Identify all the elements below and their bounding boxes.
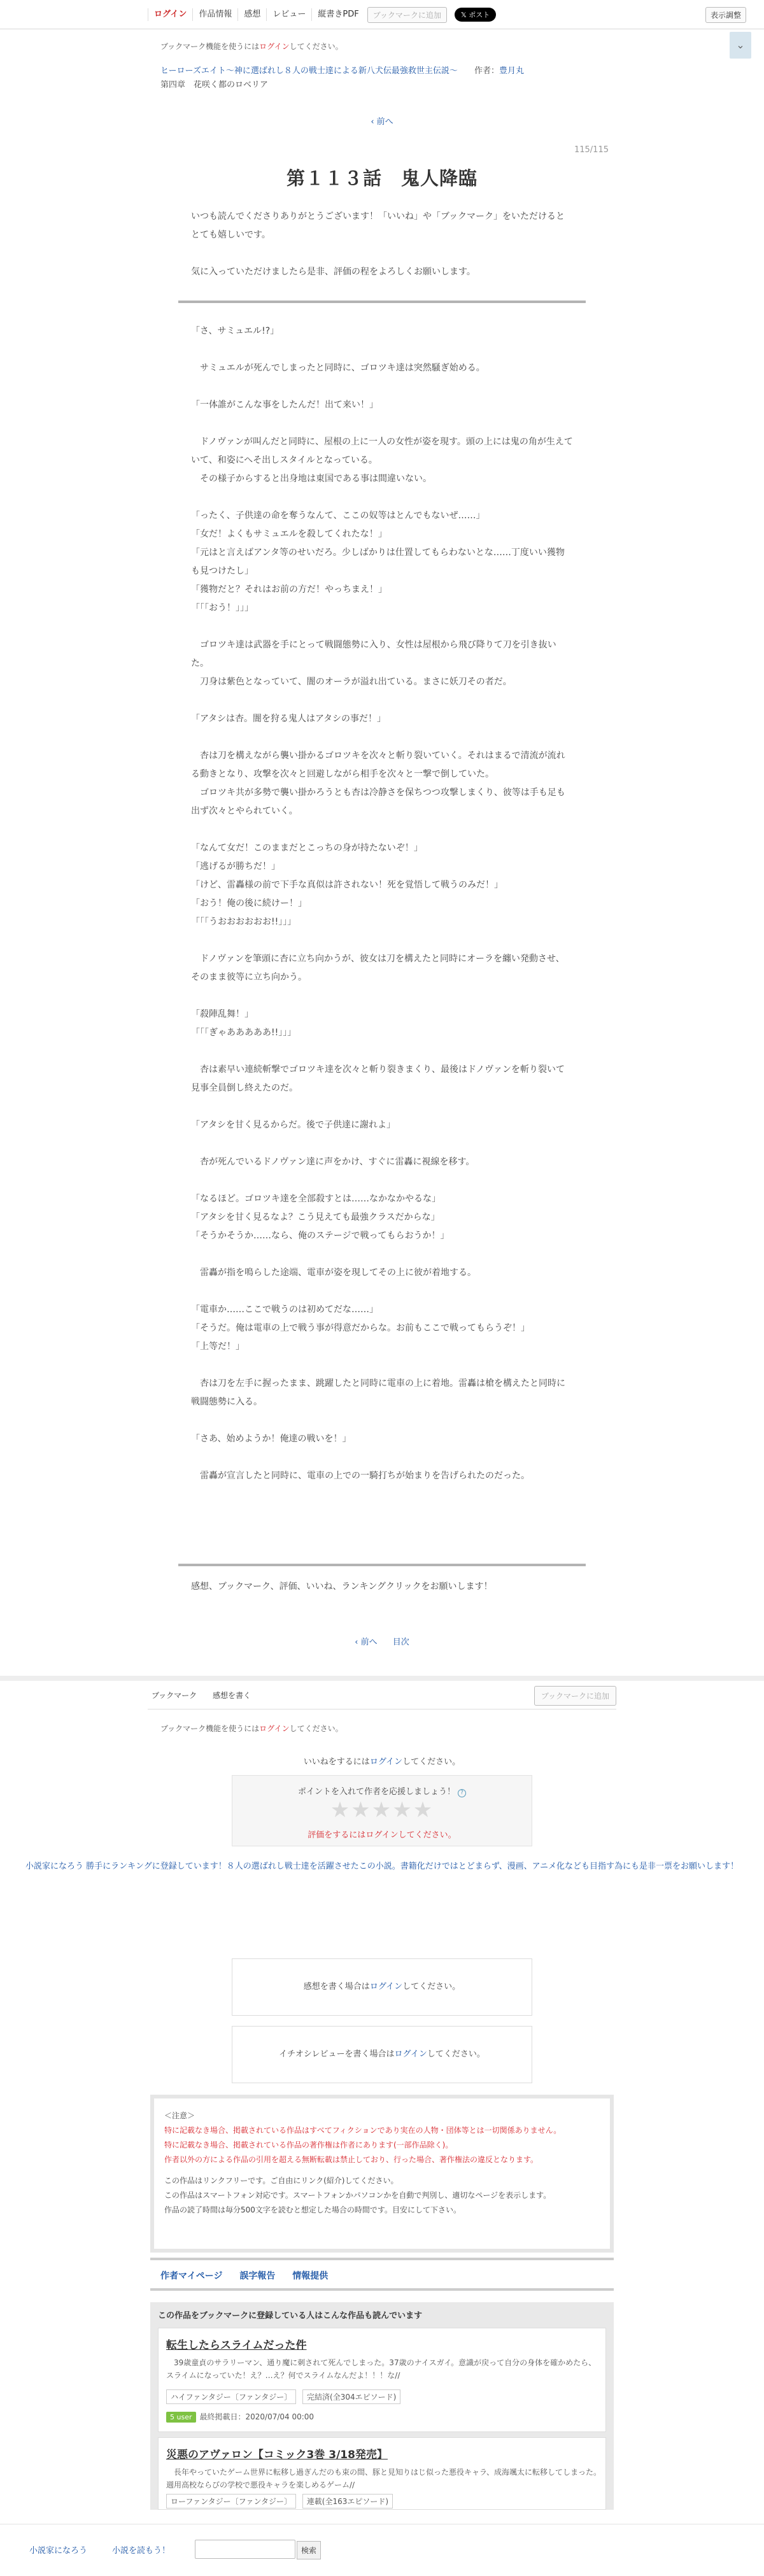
- like-login-notice: いいねをするにはログインしてください。: [303, 1757, 461, 1767]
- recommendations: [150, 2302, 614, 2510]
- recommendation-title-link[interactable]: 転生したらスライムだった件: [166, 2339, 307, 2352]
- links-divider-bottom: [150, 2288, 614, 2291]
- notice-head: ＜注意＞: [164, 2111, 195, 2120]
- impression-login-box: 感想を書く場合はログインしてください。: [232, 1958, 532, 2016]
- page-counter: 115/115: [574, 145, 609, 155]
- prev-nav-top: [0, 115, 764, 127]
- chevron-down-icon[interactable]: ⌄: [730, 32, 751, 59]
- body-paragraph: 「さ、サミュエル!?」: [191, 326, 279, 336]
- recommendations-title: この作品をブックマークに登録している人はこんな作品も読んでいます: [158, 2311, 423, 2321]
- recommendation-description: 39歳童貞のサラリーマン、通り魔に刺されて死んでしまった。37歳のナイスガイ。意識が戻って自分の身体を確かめたら、スライムになっていた！え？…え？何でスライムなんだよ！！！な//: [166, 2358, 597, 2380]
- preface-paragraph: いつも読んでくださりありがとうございます！「いいね」や「ブックマーク」をいただけるととても嬉しいです。: [191, 211, 565, 240]
- notice-plain-2: この作品はスマートフォン対応です。スマートフォンかパソコンかを自動で判別し、適切なページを表示します。: [164, 2191, 551, 2200]
- ranking-link[interactable]: 小説家になろう 勝手にランキングに登録しています！８人の選ばれし戦士達を活躍させたこの小説。書籍化だけではとどまらず、漫画、アニメ化なども目指す為にも是非一票をお願いします！: [25, 1862, 739, 1871]
- notice-red-2: 特に記載なき場合、掲載されている作品の著作権は作者にあります(一部作品除く)。: [164, 2141, 453, 2149]
- body-paragraph: ドノヴァンが叫んだと同時に、屋根の上に一人の女性が姿を現す。頭の上には鬼の角が生えていて、和姿にへそ出しスタイルとなっている。 その様子からすると出身地は東国である事は間違いない。: [191, 437, 573, 484]
- recommendation-card: [158, 2328, 606, 2432]
- review-login-link[interactable]: ログイン: [394, 2049, 427, 2059]
- rating-login-link[interactable]: ログイン: [365, 1830, 399, 1840]
- search-button[interactable]: 検索: [297, 2541, 321, 2559]
- bookmark-login-link[interactable]: ログイン: [259, 42, 290, 51]
- body-paragraph: 「アタシを甘く見るからだ。後で子供達に謝れよ」: [191, 1120, 396, 1130]
- episode-title: 第１１３話 鬼人降臨: [286, 167, 478, 189]
- help-icon[interactable]: ?: [458, 1789, 466, 1797]
- status-tag: 連載(全163エピソード): [302, 2494, 393, 2509]
- search-input[interactable]: [195, 2540, 295, 2559]
- body-paragraph: 「一体誰がこんな事をしたんだ！出て来い！」: [191, 400, 378, 410]
- chapter-title: 第四章 花咲く都のロベリア: [160, 80, 269, 90]
- body-paragraph: ドノヴァンを筆頭に杏に立ち向かうが、彼女は刀を構えたと同時にオーラを纏い発動させ、そのまま彼等に立ち向かう。: [191, 954, 565, 982]
- rating-login-notice: 評価をするにはログインしてください。: [308, 1830, 456, 1840]
- site-footer: [0, 2524, 764, 2576]
- x-post-button[interactable]: 𝕏 ポスト: [455, 8, 496, 22]
- preface: [191, 208, 573, 300]
- novel-info-link[interactable]: 作品情報: [193, 8, 238, 21]
- prev-link-bottom[interactable]: ‹ 前へ: [355, 1638, 378, 1647]
- tool-row: [148, 1686, 616, 1706]
- bottom-nav: [0, 1635, 764, 1647]
- prev-link-top[interactable]: ‹ 前へ: [371, 117, 393, 127]
- body-paragraph: 「ったく、子供達の命を奪うなんて、ここの奴等はとんでもないぜ……」 「女だ！よくもサミュエルを殺してくれたな！」 「元はと言えばアンタ等のせいだろ。少しばかりは仕置してもらわないとな……丁度いい獲物も見つけたし」 「獲物だと？それはお前の方だ！やっちまえ！」 「「「おう！」」」: [191, 511, 565, 613]
- body-paragraph: ゴロツキ達は武器を手にとって戦闘態勢に入り、女性は屋根から飛び降りて刀を引き抜いた。 刀身は紫色となっていて、闇のオーラが溢れ出ている。まさに妖刀その者だ。: [191, 640, 556, 687]
- genre-tag[interactable]: ハイファンタジー〔ファンタジー〕: [166, 2389, 296, 2404]
- tab-write-impression[interactable]: 感想を書く: [213, 1691, 251, 1700]
- vertical-pdf-link[interactable]: 縦書きPDF: [318, 10, 359, 19]
- body-paragraph: 杏は刀を左手に握ったまま、跳躍したと同時に電車の上に着地。雷轟は槍を構えたと同時に戦闘態勢に入る。: [191, 1378, 565, 1407]
- series-info: ヒーローズエイト〜神に選ばれし８人の戦士達による新八犬伝最強救世主伝説〜 作者：豊月丸: [160, 66, 525, 76]
- notice-red-3: 作者以外の方による作品の引用を超える無断転載は禁止しており、行った場合、著作権法の違反となります。: [164, 2155, 539, 2164]
- series-title-link[interactable]: ヒーローズエイト〜神に選ばれし８人の戦士達による新八犬伝最強救世主伝説〜: [160, 66, 458, 76]
- preface-paragraph: 気に入っていただけましたら是非、評価の程をよろしくお願いします。: [191, 267, 476, 277]
- recommendation-card: [158, 2437, 606, 2510]
- review-login-box: イチオシレビューを書く場合はログインしてください。: [232, 2026, 532, 2083]
- top-header: [0, 0, 764, 29]
- header-nav: [148, 6, 496, 23]
- author-link[interactable]: 豊月丸: [499, 66, 525, 76]
- index-link[interactable]: 目次: [392, 1638, 409, 1647]
- rating-stars[interactable]: ★★★★★: [330, 1797, 434, 1823]
- review-link[interactable]: レビュー: [267, 8, 312, 21]
- body-paragraph: 「なんて女だ！このままだとこっちの身が持たないぞ！」 「逃げるが勝ちだ！」 「けど、雷轟様の前で下手な真似は許されない！死を覚悟して戦うのみだ！」 「おう！俺の後に続けー！」 「「「うおおおおおお!!」」」: [191, 843, 503, 927]
- status-tag: 完結済(全304エピソード): [302, 2389, 400, 2404]
- read-novels-link[interactable]: 小説を読もう！: [112, 2546, 171, 2556]
- body-paragraph: 「なるほど。ゴロツキ達を全部殺すとは……なかなかやるな」 「アタシを甘く見るなよ？こう見えても最強クラスだからな」 「そうかそうか……なら、俺のステージで戦ってもらおうか！」: [191, 1194, 449, 1241]
- episode-body: [191, 322, 573, 1504]
- body-paragraph: 雷轟が指を鳴らした途端、電車が姿を現してその上に彼が着地する。: [191, 1268, 476, 1278]
- body-paragraph: 「電車か……ここで戦うのは初めてだな……」 「そうだ。俺は電車の上で戦う事が得意だからな。お前もここで戦ってもらうぞ！」 「上等だ！」: [191, 1305, 530, 1352]
- bookmark-login-notice: ブックマーク機能を使うにはログインしてください。: [160, 42, 343, 51]
- user-count-badge: 5 user: [166, 2412, 196, 2423]
- body-paragraph: 「殺陣乱舞！」 「「「ぎゃあああああ!!」」」: [191, 1009, 297, 1038]
- author-links: [160, 2269, 342, 2282]
- afterword: 感想、ブックマーク、評価、いいね、ランキングクリックをお願いします！: [191, 1582, 493, 1592]
- impression-login-link[interactable]: ログイン: [369, 1982, 403, 1992]
- notice-red-1: 特に記載なき場合、掲載されている作品はすべてフィクションであり実在の人物・団体等とは一切関係ありません。: [164, 2126, 562, 2135]
- body-paragraph: 杏は素早い連続斬撃でゴロツキ達を次々と斬り裂きまくり、最後はドノヴァンを斬り裂いて見事全員倒し終えたのだ。: [191, 1065, 565, 1093]
- notice-plain-1: この作品はリンクフリーです。ご自由にリンク(紹介)してください。: [164, 2176, 399, 2185]
- bookmark-add-button[interactable]: ブックマークに追加: [367, 7, 447, 23]
- body-paragraph: 杏が死んでいるドノヴァン達に声をかけ、すぐに雷轟に視線を移す。: [191, 1157, 475, 1167]
- typo-report-link[interactable]: 誤字報告: [239, 2271, 276, 2281]
- section-separator: [0, 1676, 764, 1681]
- notice-plain-3: 作品の読了時間は毎分500文字を読むと想定した場合の時間です。目安にして下さい。: [164, 2205, 461, 2214]
- like-login-link[interactable]: ログイン: [369, 1757, 403, 1767]
- preface-divider: [178, 301, 586, 303]
- bookmark-add-button-2[interactable]: ブックマークに追加: [534, 1686, 616, 1706]
- body-paragraph: 「アタシは杏。闇を狩る鬼人はアタシの事だ！」: [191, 714, 386, 724]
- body-paragraph: 「さあ、始めようか！俺達の戦いを！」: [191, 1434, 351, 1444]
- rating-title: ポイントを入れて作者を応援しましょう！: [297, 1787, 455, 1797]
- last-updated: 最終掲載日：2020/07/04 00:00: [199, 2412, 315, 2421]
- recommendation-title-link[interactable]: 災悪のアヴァロン【コミック3巻 3/18発売】: [166, 2449, 388, 2461]
- body-paragraph: 杏は刀を構えながら襲い掛かるゴロツキを次々と斬り裂いていく。それはまるで清流が流れる動きとなり、攻撃を次々と回避しながら相手を次々と一撃で倒していた。 ゴロツキ共が多勢で襲い掛かろうとも杏は冷静さを保ちつつ攻撃しまくり、彼等は手も足も出ず次々とやられていく。: [191, 751, 565, 816]
- afterword-divider: [178, 1564, 586, 1566]
- bookmark-login-link-2[interactable]: ログイン: [259, 1724, 290, 1733]
- rating-box: [232, 1775, 532, 1846]
- recommendation-description: 長年やっていたゲーム世界に転移し過ぎんだのも束の間、豚と見知りはじ似った悪役キャラ、成海颯太に転移してしまった。 週用高校ならびの学校で悪役キャラを楽しめるゲーム//: [166, 2468, 605, 2489]
- impression-link[interactable]: 感想: [238, 8, 267, 21]
- author-mypage-link[interactable]: 作者マイページ: [160, 2271, 223, 2281]
- notice-box: [150, 2095, 614, 2253]
- genre-tag[interactable]: ローファンタジー〔ファンタジー〕: [166, 2494, 296, 2509]
- login-link[interactable]: ログイン: [148, 8, 193, 21]
- info-provide-link[interactable]: 情報提供: [292, 2271, 329, 2281]
- links-divider-top: [150, 2258, 614, 2260]
- body-paragraph: 雷轟が宣言したと同時に、電車の上での一騎打ちが始まりを告げられたのだった。: [191, 1471, 530, 1481]
- tab-bookmark[interactable]: ブックマーク: [152, 1691, 197, 1700]
- body-paragraph: サミュエルが死んでしまったと同時に、ゴロツキ達は突然騒ぎ始める。: [191, 363, 485, 373]
- display-settings-button[interactable]: 表示調整: [705, 7, 746, 23]
- site-home-link[interactable]: 小説家になろう: [29, 2546, 88, 2556]
- bookmark-login-notice-2: ブックマーク機能を使うにはログインしてください。: [160, 1724, 343, 1733]
